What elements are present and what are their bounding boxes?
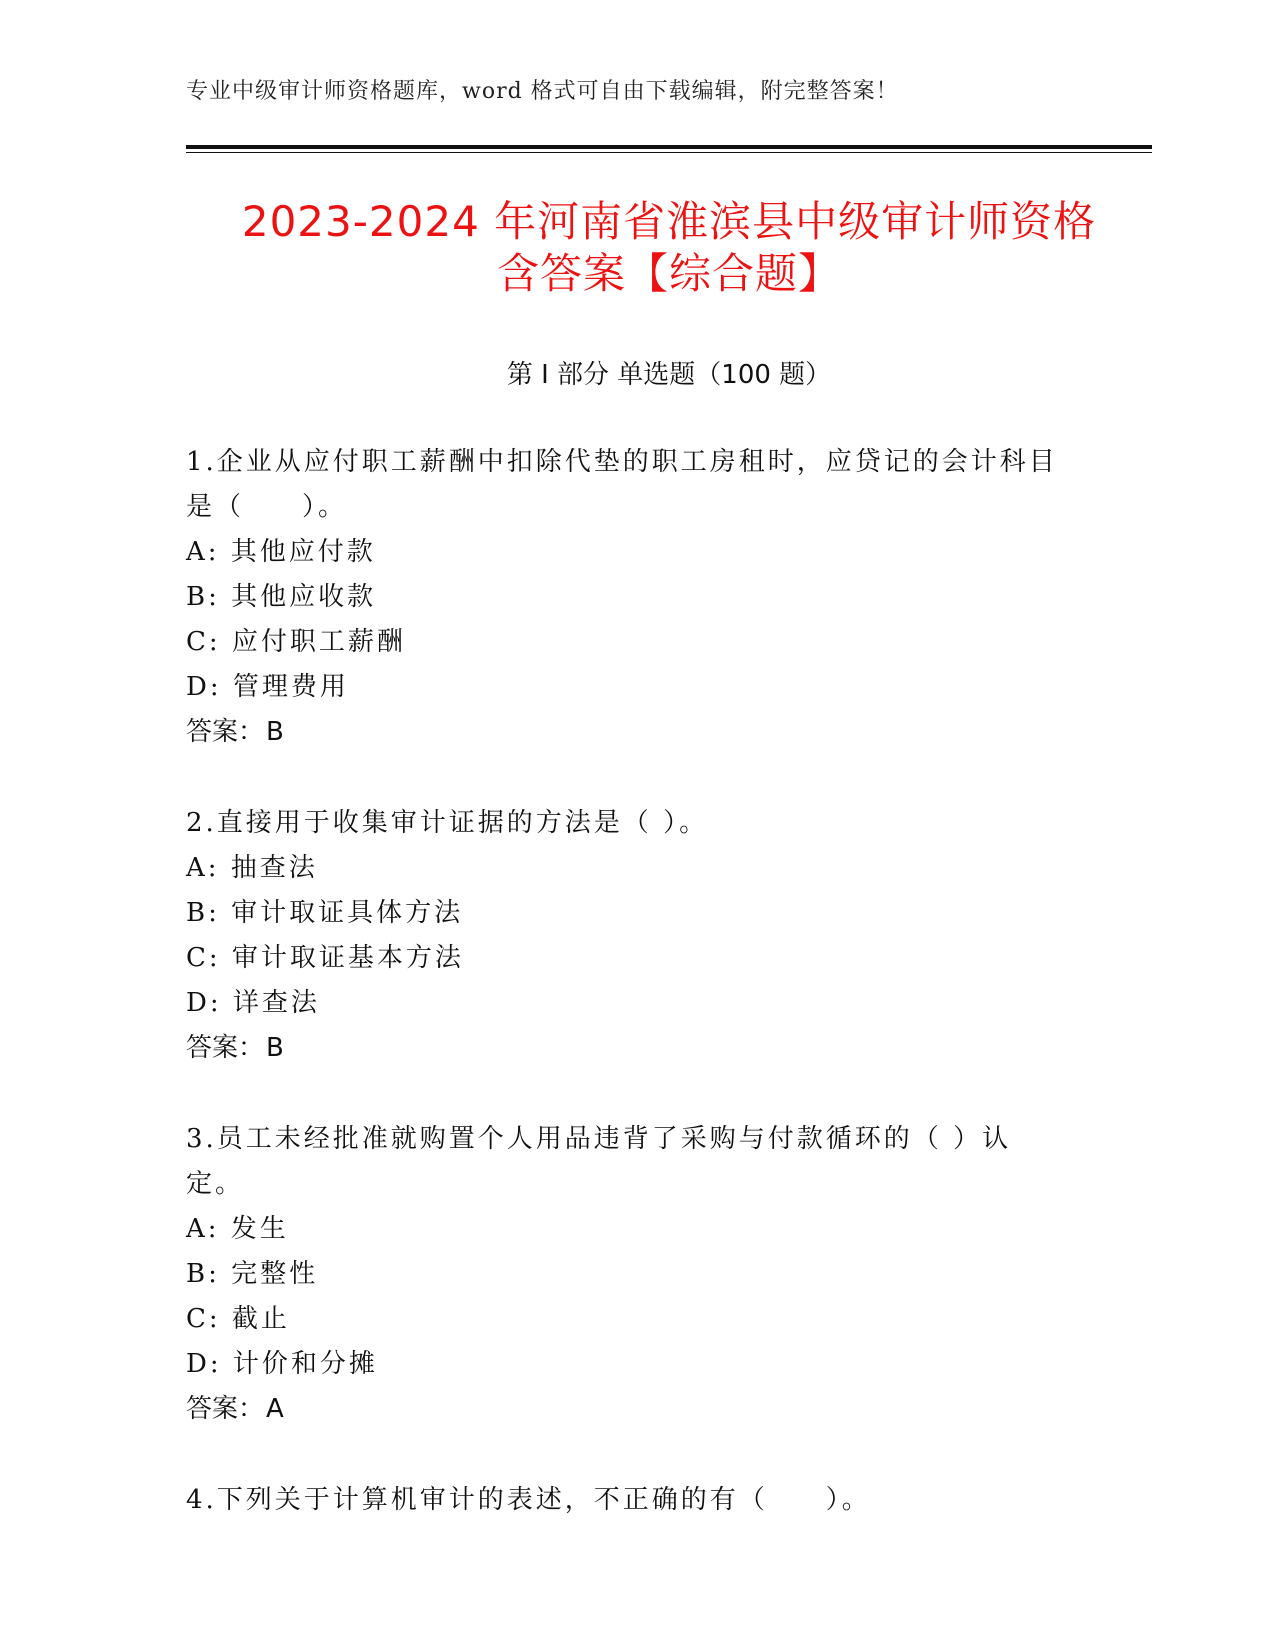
answer-value: B (266, 1033, 284, 1063)
document-title-line-2: 含答案【综合题】 (496, 249, 841, 298)
question-option-a: A: 发生 (186, 1214, 289, 1244)
question-list (186, 440, 1086, 1569)
header-rule-thin (186, 152, 1152, 153)
answer-value: A (266, 1394, 284, 1424)
answer-label: 答案： (186, 717, 265, 747)
answer-label: 答案： (186, 1394, 265, 1424)
question-option-c: C: 截止 (186, 1304, 290, 1334)
question-1 (186, 440, 1086, 755)
document-title-line-1: 2023-2024 年河南省淮滨县中级审计师资格 (241, 197, 1097, 246)
question-option-b: B: 其他应收款 (186, 582, 377, 612)
question-stem: 2.直接用于收集审计证据的方法是（ ）。 (186, 808, 709, 838)
question-stem: 1.企业从应付职工薪酬中扣除代垫的职工房租时，应贷记的会计科目是（ ）。 (186, 447, 1058, 522)
question-option-d: D: 计价和分摊 (186, 1349, 378, 1379)
question-stem: 3.员工未经批准就购置个人用品违背了采购与付款循环的（ ）认定。 (186, 1124, 1012, 1199)
header-note: 专业中级审计师资格题库，word 格式可自由下载编辑，附完整答案！ (186, 79, 899, 104)
question-answer (186, 1026, 1086, 1071)
question-option-c: C: 应付职工薪酬 (186, 627, 406, 657)
question-option-a: A: 抽查法 (186, 853, 318, 883)
question-3 (186, 1117, 1086, 1432)
question-option-c: C: 审计取证基本方法 (186, 943, 464, 973)
question-4 (186, 1478, 1086, 1523)
question-option-b: B: 完整性 (186, 1259, 319, 1289)
header-rule-thick (186, 145, 1152, 149)
document-title (186, 196, 1152, 300)
question-stem: 4.下列关于计算机审计的表述，不正确的有（ ）。 (186, 1485, 871, 1515)
answer-value: B (266, 717, 284, 747)
answer-label: 答案： (186, 1033, 265, 1063)
question-option-a: A: 其他应付款 (186, 537, 376, 567)
section-heading: 第 I 部分 单选题（100 题） (506, 360, 832, 390)
question-option-b: B: 审计取证具体方法 (186, 898, 464, 928)
question-2 (186, 801, 1086, 1071)
question-option-d: D: 管理费用 (186, 672, 349, 702)
question-answer (186, 710, 1086, 755)
question-option-d: D: 详查法 (186, 988, 320, 1018)
question-answer (186, 1387, 1086, 1432)
